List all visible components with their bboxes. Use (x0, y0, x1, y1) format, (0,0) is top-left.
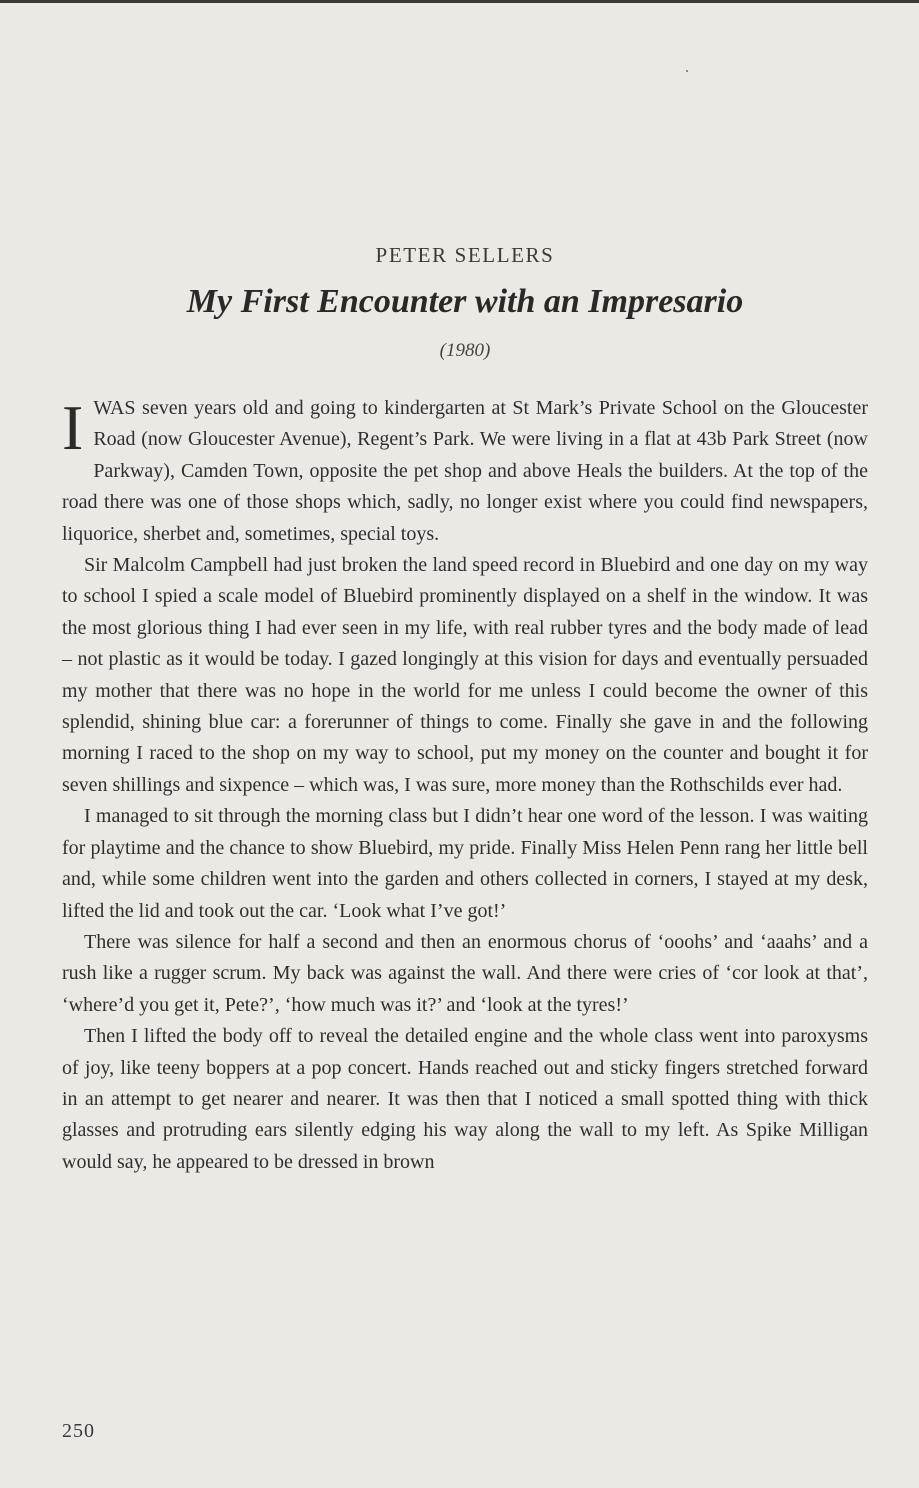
paragraph-1-text: WAS seven years old and going to kindergarten at St Mark’s Private School on the Gloucester Road (now Gloucester Avenue), Regent’s Park. We were living in a flat at 43b Park Street (now Parkway), Camden Town, opposite the pet shop and above Heals the builders. At the top of the road there was one of those shops which, sadly, no longer exist where you could find newspapers, liquorice, sherbet and, sometimes, special toys. (62, 397, 868, 545)
paragraph-3: I managed to sit through the morning class but I didn’t hear one word of the lesson. I was waiting for playtime and the chance to show Bluebird, my pride. Finally Miss Helen Penn rang her little bell and, while some children went into the garden and others collected in corners, I stayed at my desk, lifted the lid and took out the car. ‘Look what I’ve got!’ (62, 805, 868, 922)
paragraph-4: There was silence for half a second and then an enormous chorus of ‘ooohs’ and ‘aaahs’ and a rush like a rugger scrum. My back was against the wall. And there were cries of ‘cor look at that’, ‘where’d you get it, Pete?’, ‘how much was it?’ and ‘look at the tyres!’ (62, 930, 868, 1016)
page-number: 250 (62, 1420, 95, 1442)
top-edge-rule (0, 0, 919, 3)
body-text (62, 393, 868, 1178)
author-name: PETER SELLERS (375, 243, 555, 267)
paragraph-1 (62, 393, 868, 550)
paragraph-2: Sir Malcolm Campbell had just broken the land speed record in Bluebird and one day on my way to school I spied a scale model of Bluebird prominently displayed on a shelf in the window. It was the most glorious thing I had ever seen in my life, with real rubber tyres and the body made of lead – not plastic as it would be today. I gazed longingly at this vision for days and eventually persuaded my mother that there was no hope in the world for me unless I could become the owner of this splendid, shining blue car: a forerunner of things to come. Finally she gave in and the following morning I raced to the shop on my way to school, put my money on the counter and bought it for seven shillings and sixpence – which was, I was sure, more money than the Rothschilds ever had. (62, 554, 868, 796)
paper-speck (686, 70, 688, 72)
drop-cap: I (62, 392, 84, 463)
chapter-year: (1980) (439, 340, 491, 361)
chapter-title: My First Encounter with an Impresario (186, 283, 744, 320)
paragraph-5: Then I lifted the body off to reveal the detailed engine and the whole class went into paroxysms of joy, like teeny boppers at a pop concert. Hands reached out and sticky fingers stretched forward in an attempt to get nearer and nearer. It was then that I noticed a small spotted thing with thick glasses and protruding ears silently edging his way along the wall to my left. As Spike Milligan would say, he appeared to be dressed in brown (62, 1025, 868, 1173)
